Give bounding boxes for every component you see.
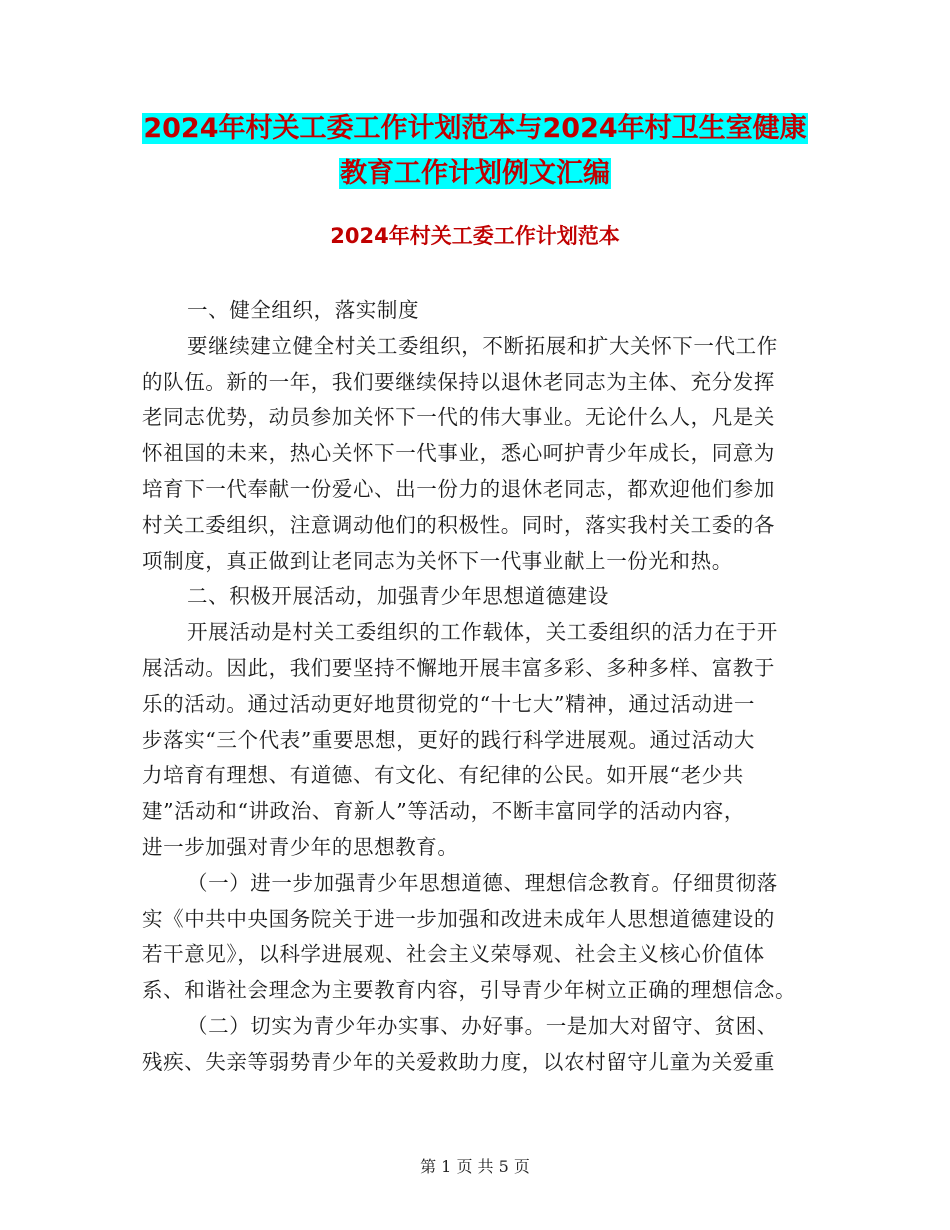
heading-1: 一、健全组织，落实制度 bbox=[187, 298, 420, 322]
paragraph-line: 残疾、失亲等弱势青少年的关爱救助力度，以农村留守儿童为关爱重 bbox=[142, 1049, 775, 1074]
title-highlight-1: 2024年村关工委工作计划范本与2024年村卫生室健康 bbox=[143, 113, 807, 144]
paragraph-line: 开展活动是村关工委组织的工作载体，关工委组织的活力在于开 bbox=[187, 620, 778, 645]
paragraph-line: 要继续建立健全村关工委组织，不断拓展和扩大关怀下一代工作 bbox=[187, 333, 778, 358]
page-footer: 第 1 页 共 5 页 bbox=[420, 1157, 530, 1176]
paragraph-line: 进一步加强对青少年的思想教育。 bbox=[142, 834, 459, 859]
paragraph-line: （二）切实为青少年办实事、办好事。一是加大对留守、贫困、 bbox=[187, 1013, 778, 1038]
paragraph-line: 项制度，真正做到让老同志为关怀下一代事业献上一份光和热。 bbox=[142, 548, 733, 573]
paragraph-line: 培育下一代奉献一份爱心、出一份力的退休老同志，都欢迎他们参加 bbox=[142, 476, 775, 501]
section-title: 2024年村关工委工作计划范本 bbox=[330, 224, 620, 248]
paragraph-line: 力培育有理想、有道德、有文化、有纪律的公民。如开展“老少共 bbox=[142, 763, 744, 788]
paragraph-line: 的队伍。新的一年，我们要继续保持以退休老同志为主体、充分发挥 bbox=[142, 369, 775, 394]
paragraph-line: 若干意见》，以科学进展观、社会主义荣辱观、社会主义核心价值体 bbox=[142, 942, 765, 967]
paragraph-line: 建”活动和“讲政治、育新人”等活动，不断丰富同学的活动内容， bbox=[142, 799, 745, 824]
document-title-line-2 bbox=[0, 157, 950, 191]
paragraph-line: 怀祖国的未来，热心关怀下一代事业，悉心呵护青少年成长，同意为 bbox=[142, 441, 775, 466]
paragraph-line: 步落实“三个代表”重要思想，更好的践行科学进展观。通过活动大 bbox=[142, 727, 755, 752]
heading-2: 二、积极开展活动，加强青少年思想道德建设 bbox=[187, 584, 609, 609]
paragraph-line: 乐的活动。通过活动更好地贯彻党的“十七大”精神，通过活动进一 bbox=[142, 691, 755, 716]
title-highlight-2: 教育工作计划例文汇编 bbox=[340, 158, 610, 189]
document-title-line-1 bbox=[0, 112, 950, 146]
paragraph-line: 展活动。因此，我们要坚持不懈地开展丰富多彩、多种多样、富教于 bbox=[142, 655, 775, 680]
paragraph-line: 村关工委组织，注意调动他们的积极性。同时，落实我村关工委的各 bbox=[142, 512, 775, 537]
paragraph-line: （一）进一步加强青少年思想道德、理想信念教育。仔细贯彻落 bbox=[187, 870, 778, 895]
paragraph-line: 系、和谐社会理念为主要教育内容，引导青少年树立正确的理想信念。 bbox=[142, 978, 797, 1003]
body-text bbox=[142, 293, 822, 1081]
paragraph-line: 老同志优势，动员参加关怀下一代的伟大事业。无论什么人，凡是关 bbox=[142, 405, 775, 430]
paragraph-line: 实《中共中央国务院关于进一步加强和改进未成年人思想道德建设的 bbox=[142, 906, 775, 931]
